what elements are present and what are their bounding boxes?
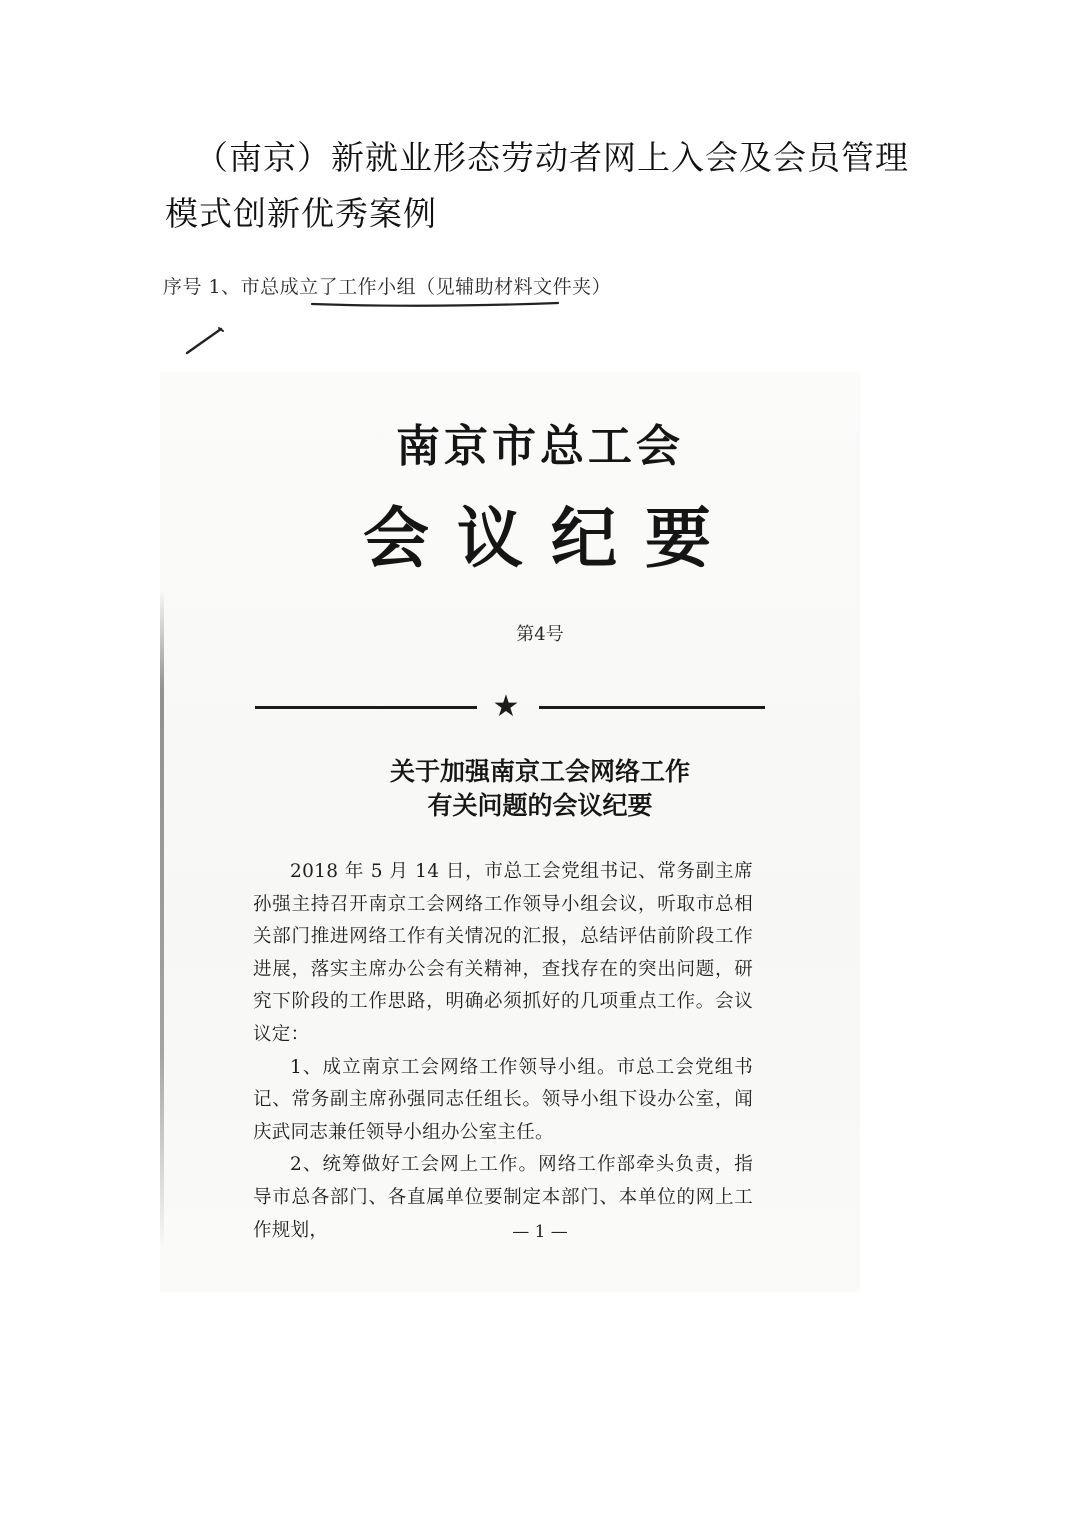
subject-line-2: 有关问题的会议纪要 xyxy=(427,791,653,820)
subject-line-1: 关于加强南京工会网络工作 xyxy=(389,757,690,786)
subject-title xyxy=(0,755,1080,823)
paragraph: 2018 年 5 月 14 日，市总工会党组书记、常务副主席孙强主持召开南京工会网络工作领导小组会议，听取市总相关部门推进网络工作有关情况的汇报，总结评估前阶段工作进展，落实主席办公会有关精神，查找存在的突出问题，研究下阶段的工作思路，明确必须抓好的几项重点工作。会议议定： xyxy=(253,861,753,1045)
issue-number: 第4号 xyxy=(516,624,564,645)
document-title: （南京）新就业形态劳动者网上入会及会员管理模式创新优秀案例 xyxy=(165,138,909,233)
doc-type-header: 会议纪要 xyxy=(363,499,739,577)
divider-line-right xyxy=(539,706,765,709)
scan-edge-shadow xyxy=(160,590,164,1250)
handwritten-underline xyxy=(310,300,560,308)
star-icon: ★ xyxy=(492,689,520,724)
paragraph: 1、成立南京工会网络工作领导小组。市总工会党组书记、常务副主席孙强同志任组长。领导小组下设办公室，闻庆武同志兼任领导小组办公室主任。 xyxy=(253,1056,753,1143)
red-header-divider xyxy=(255,690,765,724)
body-text xyxy=(253,856,753,1247)
divider-line-left xyxy=(255,706,477,709)
paragraph: 2、统筹做好工会网上工作。网络工作部牵头负责，指导市总各部门、各直属单位要制定本部门、本单位的网上工作规划， xyxy=(253,1154,753,1241)
org-name-header: 南京市总工会 xyxy=(396,421,684,472)
item-note: 序号 1、市总成立了工作小组（见辅助材料文件夹） xyxy=(163,276,612,298)
page-number: — 1 — xyxy=(512,1222,568,1242)
pen-stroke-mark xyxy=(183,325,225,357)
